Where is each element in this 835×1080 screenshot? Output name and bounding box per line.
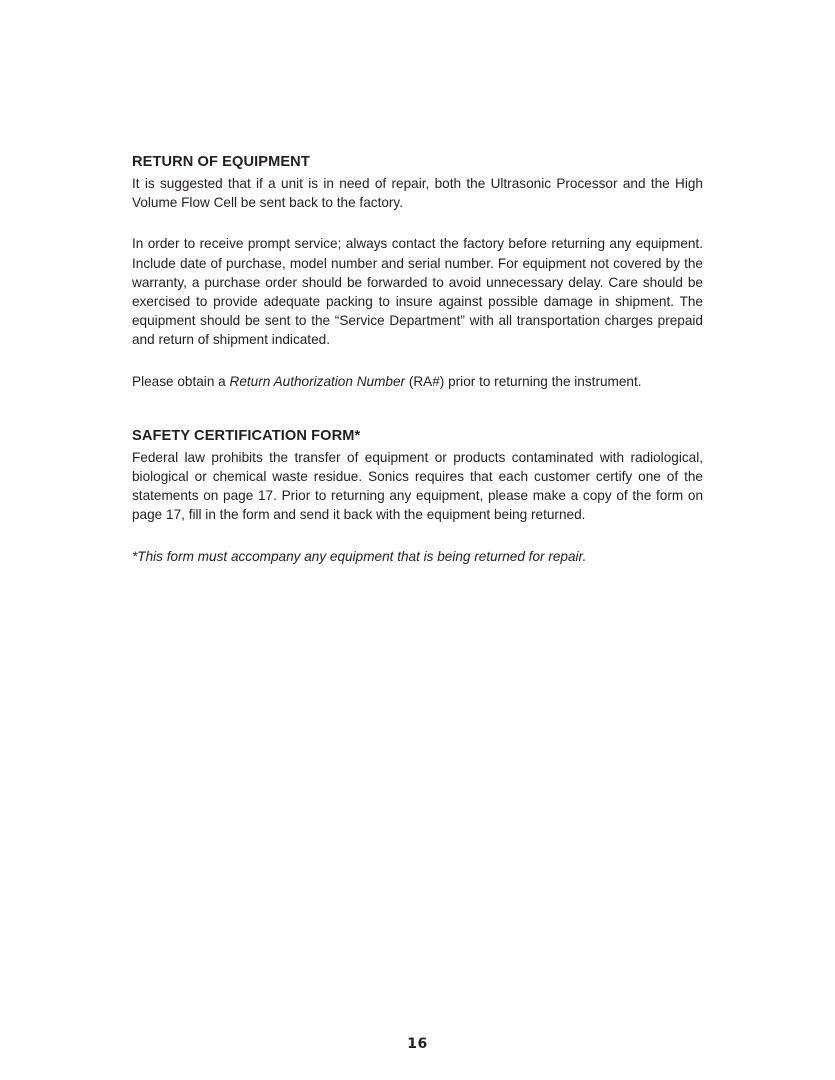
heading-safety-certification-form: SAFETY CERTIFICATION FORM* [132, 427, 361, 444]
ra-term: Return Authorization Number [229, 373, 406, 389]
ra-text-before: Please obtain a [132, 373, 230, 389]
return-paragraph-3 [132, 372, 703, 391]
ra-text-after: (RA#) prior to returning the instrument. [405, 373, 642, 389]
heading-return-of-equipment: RETURN OF EQUIPMENT [132, 154, 310, 170]
safety-paragraph-1: Federal law prohibits the transfer of equipment or products contaminated with radiological, biological or chemical waste residue. Sonics requires that each customer certify one of the statements on page 17. Prior to returning any equipment, please make a copy of the form on page 17, fill in the form and send it back with the equipment being returned. [132, 449, 703, 523]
page-content [132, 153, 703, 566]
safety-note: *This form must accompany any equipment that is being returned for repair. [132, 548, 587, 564]
return-paragraph-2: In order to receive prompt service; always contact the factory before returning any equipment. Include date of purchase, model number and serial number. For equipment not covered by the warranty, a purchase order should be forwarded to avoid unnecessary delay. Care should be exercised to provide adequate packing to insure against possible damage in shipment. The equipment should be sent to the “Service Department” with all transportation charges prepaid and return of shipment indicated. [132, 236, 703, 348]
page-number: 16 [407, 1036, 428, 1052]
return-paragraph-1: It is suggested that if a unit is in need of repair, both the Ultrasonic Processor and the High Volume Flow Cell be sent back to the factory. [132, 176, 703, 211]
